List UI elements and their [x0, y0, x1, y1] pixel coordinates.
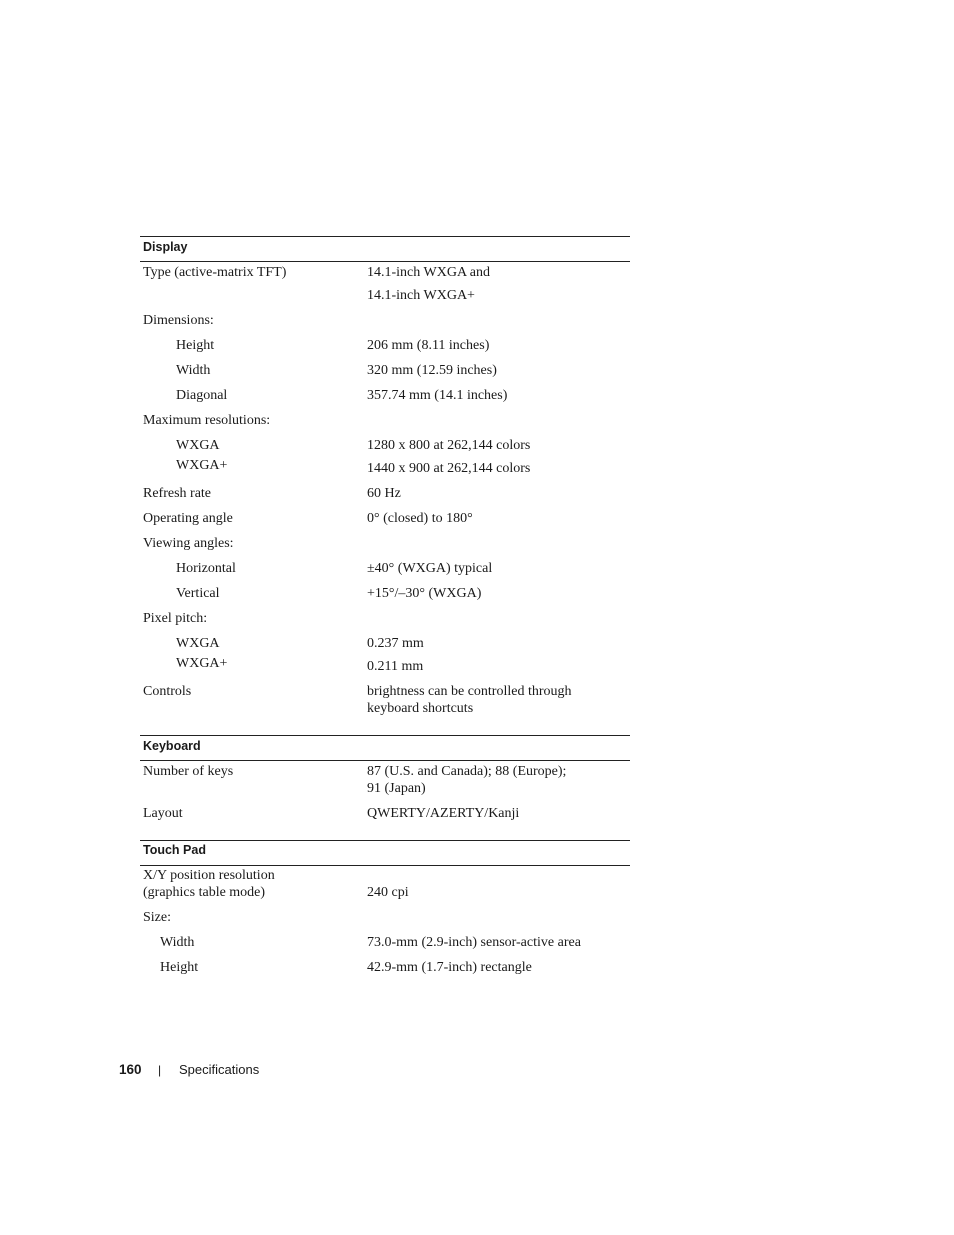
spec-label-operating-angle: Operating angle — [143, 511, 233, 526]
footer-separator: | — [158, 1063, 162, 1077]
spec-label-viewing-angles: Viewing angles: — [143, 536, 234, 551]
spec-value-diagonal: 357.74 mm (14.1 inches) — [367, 388, 508, 403]
spec-label-height: Height — [176, 338, 215, 353]
spec-value-controls-line2: keyboard shortcuts — [367, 701, 474, 716]
spec-label-refresh-rate: Refresh rate — [143, 486, 212, 501]
spec-value-wxga-res: 1280 x 800 at 262,144 colors — [367, 438, 531, 453]
spec-value-touchpad-width: 73.0-mm (2.9-inch) sensor-active area — [367, 935, 581, 950]
keyboard-header-rule — [140, 760, 630, 761]
display-section-title: Display — [143, 240, 188, 254]
spec-label-xy-resolution-line2: (graphics table mode) — [143, 885, 266, 900]
spec-value-width: 320 mm (12.59 inches) — [367, 363, 497, 378]
spec-label-type: Type (active-matrix TFT) — [143, 265, 287, 280]
spec-label-xy-resolution: X/Y position resolution — [143, 868, 275, 883]
spec-value-xy-resolution: 240 cpi — [367, 885, 409, 900]
touchpad-header-rule — [140, 865, 630, 866]
spec-label-number-of-keys: Number of keys — [143, 764, 234, 779]
spec-value-layout: QWERTY/AZERTY/Kanji — [367, 806, 520, 821]
spec-value-type-line2: 14.1-inch WXGA+ — [367, 288, 475, 303]
spec-value-vertical: +15°/–30° (WXGA) — [367, 586, 482, 601]
spec-value-wxga-plus-res: 1440 x 900 at 262,144 colors — [367, 461, 531, 476]
display-header-rule — [140, 261, 630, 262]
spec-value-number-of-keys: 87 (U.S. and Canada); 88 (Europe); — [367, 764, 567, 779]
spec-value-number-of-keys-line2: 91 (Japan) — [367, 781, 426, 796]
spec-value-refresh-rate: 60 Hz — [367, 486, 401, 501]
footer-section-name: Specifications — [179, 1062, 260, 1077]
spec-label-pixel-pitch: Pixel pitch: — [143, 611, 208, 626]
spec-value-wxga-pitch: 0.237 mm — [367, 636, 424, 651]
spec-label-dimensions: Dimensions: — [143, 313, 214, 328]
keyboard-section-title: Keyboard — [143, 739, 201, 753]
spec-label-width: Width — [176, 363, 211, 378]
spec-label-diagonal: Diagonal — [176, 388, 228, 403]
spec-label-horizontal: Horizontal — [176, 561, 236, 576]
spec-value-operating-angle: 0° (closed) to 180° — [367, 511, 473, 526]
spec-label-wxga-res: WXGA — [176, 438, 220, 453]
spec-label-wxga-plus-res: WXGA+ — [176, 458, 228, 473]
spec-label-max-resolutions: Maximum resolutions: — [143, 413, 271, 428]
display-top-rule — [140, 236, 630, 237]
touchpad-section-title: Touch Pad — [143, 843, 206, 857]
touchpad-top-rule — [140, 840, 630, 841]
spec-label-controls: Controls — [143, 684, 192, 699]
spec-label-vertical: Vertical — [176, 586, 220, 601]
spec-label-touchpad-width: Width — [160, 935, 195, 950]
page-number: 160 — [119, 1062, 142, 1077]
spec-value-touchpad-height: 42.9-mm (1.7-inch) rectangle — [367, 960, 532, 975]
spec-label-size: Size: — [143, 910, 171, 925]
spec-value-type: 14.1-inch WXGA and — [367, 265, 490, 280]
keyboard-top-rule — [140, 735, 630, 736]
spec-label-wxga-pitch: WXGA — [176, 636, 220, 651]
spec-value-controls: brightness can be controlled through — [367, 684, 572, 699]
spec-label-wxga-plus-pitch: WXGA+ — [176, 656, 228, 671]
spec-label-layout: Layout — [143, 806, 183, 821]
spec-value-height: 206 mm (8.11 inches) — [367, 338, 490, 353]
spec-value-wxga-plus-pitch: 0.211 mm — [367, 659, 424, 674]
spec-label-touchpad-height: Height — [160, 960, 199, 975]
spec-value-horizontal: ±40° (WXGA) typical — [367, 561, 493, 576]
